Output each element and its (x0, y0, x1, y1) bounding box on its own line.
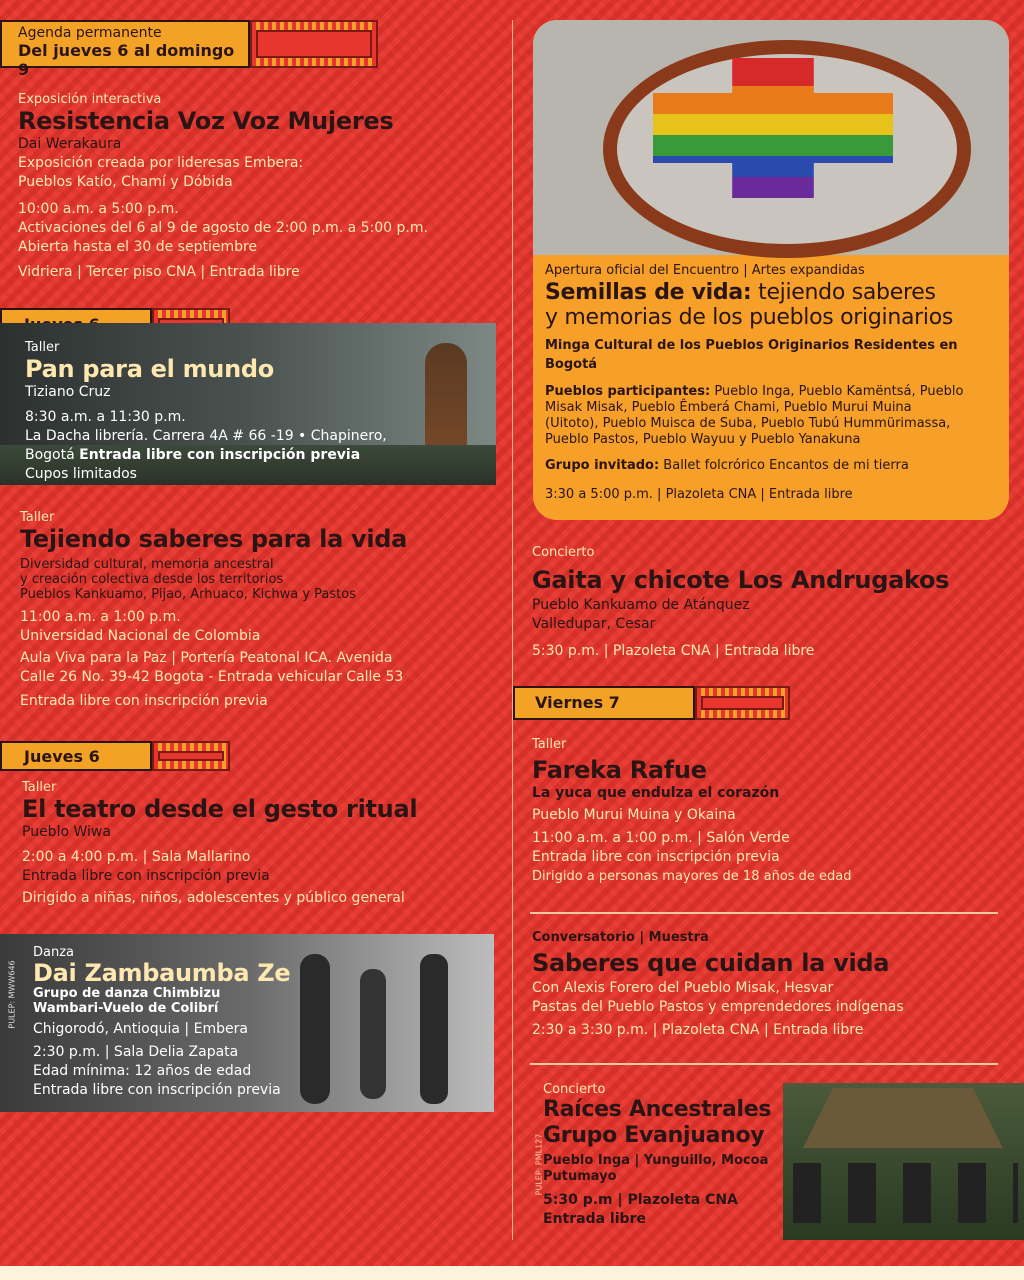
event-open: Abierta hasta el 30 de septiembre (18, 239, 258, 255)
event-participants (545, 384, 1005, 448)
event-description: Pueblo Murui Muina y Okaina (532, 807, 736, 823)
event-pulep: PULEP: MWW646 (7, 960, 17, 1029)
participants-text: Pueblo Inga, Pueblo Kamëntsá, Pueblo (710, 384, 964, 399)
column-divider (512, 20, 513, 1240)
event-time: 11:00 a.m. a 1:00 p.m. (20, 609, 181, 625)
event-time: 5:30 p.m | Plazoleta CNA (543, 1192, 738, 1208)
event-organizer: Minga Cultural de los Pueblos Originarios Residentes en Bogotá (545, 338, 958, 372)
event-semillas-photo (533, 20, 1009, 255)
event-fareka (532, 737, 1002, 886)
event-description: La yuca que endulza el corazón (532, 785, 780, 801)
event-note: Cupos limitados (25, 466, 137, 482)
divider (530, 1063, 998, 1065)
day-tag: Jueves 6 (0, 741, 152, 771)
event-tejiendo (20, 510, 500, 711)
event-place: Calle 26 No. 39-42 Bogota - Entrada vehicular Calle 53 (20, 669, 404, 685)
event-description: Diversidad cultural, memoria ancestral (20, 557, 274, 572)
event-raices (543, 1082, 803, 1229)
event-title: Tejiendo saberes para la vida (20, 525, 408, 553)
event-description: Pueblos Kankuamo, Pijao, Arhuaco, Kichwa y Pastos (20, 587, 356, 602)
event-description: Pueblos Katío, Chamí y Dóbida (18, 174, 233, 190)
event-title: Gaita y chicote Los Andrugakos (532, 566, 950, 594)
event-entry: Entrada libre con inscripción previa (79, 447, 361, 463)
divider (530, 912, 998, 914)
event-description: y creación colectiva desde los territorios (20, 572, 284, 587)
event-entry: Entrada libre con inscripción previa (20, 693, 268, 709)
photo-dancer (420, 954, 448, 1104)
event-entry: Entrada libre con inscripción previa (33, 1082, 281, 1098)
event-category: Taller (20, 510, 55, 525)
event-danza (33, 945, 333, 1100)
greca-ornament (152, 741, 230, 771)
event-description: Pastas del Pueblo Pastos y emprendedores indígenas (532, 999, 904, 1015)
event-resistencia (18, 92, 498, 282)
event-teatro (22, 780, 502, 908)
event-time: 11:00 a.m. a 1:00 p.m. | Salón Verde (532, 830, 790, 846)
event-description: Valledupar, Cesar (532, 616, 656, 632)
event-saberes (532, 930, 1002, 1040)
guest-text: Ballet folcrórico Encantos de mi tierra (659, 458, 909, 473)
event-title: Pan para el mundo (25, 355, 274, 383)
event-guest (545, 456, 1005, 475)
participants-text: (Uitoto), Pueblo Muisca de Suba, Pueblo Tubú Hummürimassa, (545, 416, 951, 431)
event-description: Wambari-Vuelo de Colibrí (33, 1001, 219, 1016)
event-pulep: PULEP: PML127 (534, 1133, 544, 1196)
event-title: Dai Zambaumba Ze (33, 959, 291, 987)
event-category: Taller (25, 340, 60, 355)
event-title: Fareka Rafue (532, 756, 707, 784)
event-title: Raíces Ancestrales (543, 1097, 772, 1122)
event-gaita (532, 545, 1002, 661)
event-pan (25, 340, 445, 484)
event-category: Taller (532, 737, 567, 752)
event-title-rest: tejiendo saberes (751, 280, 936, 305)
event-description: Exposición creada por lideresas Embera: (18, 155, 304, 171)
event-time: 3:30 a 5:00 p.m. | Plazoleta CNA | Entrada libre (545, 487, 853, 502)
photo-hut-roof (803, 1088, 1003, 1148)
guest-label: Grupo invitado: (545, 458, 660, 473)
greca-ornament (695, 686, 790, 720)
event-entry: Entrada libre con inscripción previa (22, 868, 270, 884)
event-raices-photo (783, 1083, 1024, 1240)
event-title-line2: y memorias de los pueblos originarios (545, 305, 954, 330)
day-tag: Viernes 7 (513, 686, 695, 720)
event-activations: Activaciones del 6 al 9 de agosto de 2:00 p.m. a 5:00 p.m. (18, 220, 428, 236)
event-audience: Dirigido a personas mayores de 18 años de edad (532, 869, 852, 884)
photo-dancer (360, 969, 386, 1099)
event-title (545, 280, 1005, 305)
event-description: Putumayo (543, 1169, 617, 1184)
event-category: Danza (33, 945, 75, 960)
event-title: El teatro desde el gesto ritual (22, 795, 418, 823)
event-time: 8:30 a.m. a 11:30 p.m. (25, 409, 186, 425)
event-subtitle: Tiziano Cruz (25, 384, 111, 400)
event-category: Conversatorio | Muestra (532, 930, 709, 945)
participants-text: Misak Misak, Pueblo Êmberá Chami, Pueblo Murui Muina (545, 400, 912, 415)
event-location: Chigorodó, Antioquia | Embera (33, 1021, 248, 1037)
header-tag (0, 20, 250, 79)
event-title: Saberes que cuidan la vida (532, 949, 890, 977)
participants-label: Pueblos participantes: (545, 384, 711, 399)
event-category: Apertura oficial del Encuentro | Artes expandidas (545, 263, 865, 278)
event-place: Universidad Nacional de Colombia (20, 628, 261, 644)
photo-musicians (793, 1163, 1018, 1223)
event-description: Grupo de danza Chimbizu (33, 986, 221, 1001)
event-description: Con Alexis Forero del Pueblo Misak, Hesvar (532, 980, 834, 996)
header-tag-bottom: Del jueves 6 al domingo 9 (18, 41, 235, 79)
event-title: Resistencia Voz Voz Mujeres (18, 107, 394, 135)
event-title: Grupo Evanjuanoy (543, 1123, 765, 1148)
event-entry: Entrada libre (543, 1211, 646, 1227)
event-title-bold: Semillas de vida: (545, 280, 752, 305)
event-category: Concierto (532, 545, 595, 560)
event-time: 10:00 a.m. a 5:00 p.m. (18, 201, 179, 217)
event-time: 2:00 a 4:00 p.m. | Sala Mallarino (22, 849, 251, 865)
participants-text: Pueblo Pastos, Pueblo Wayuu y Pueblo Yanakuna (545, 432, 861, 447)
event-category: Taller (22, 780, 57, 795)
footer-band (0, 1266, 1024, 1280)
event-category: Concierto (543, 1082, 606, 1097)
event-age: Edad mínima: 12 años de edad (33, 1063, 252, 1079)
event-time: 2:30 p.m. | Sala Delia Zapata (33, 1044, 239, 1060)
event-place-city: Bogotá (25, 447, 80, 463)
event-place: La Dacha librería. Carrera 4A # 66 -19 • Chapinero, (25, 428, 387, 444)
event-audience: Dirigido a niñas, niños, adolescentes y público general (22, 890, 405, 906)
event-subtitle: Pueblo Wiwa (22, 824, 111, 840)
event-place: Aula Viva para la Paz | Portería Peatonal ICA. Avenida (20, 650, 393, 666)
event-entry: Entrada libre con inscripción previa (532, 849, 780, 865)
event-place (25, 446, 445, 465)
event-time: 2:30 a 3:30 p.m. | Plazoleta CNA | Entrada libre (532, 1022, 864, 1038)
event-description: Pueblo Inga | Yunguillo, Mocoa (543, 1153, 769, 1168)
event-time: 5:30 p.m. | Plazoleta CNA | Entrada libre (532, 643, 815, 659)
header-tag-top: Agenda permanente (18, 25, 162, 41)
event-subtitle: Dai Werakaura (18, 136, 122, 152)
event-semillas-card (533, 20, 1009, 520)
event-place: Vidriera | Tercer piso CNA | Entrada libre (18, 264, 300, 280)
event-category: Exposición interactiva (18, 92, 162, 107)
event-description: Pueblo Kankuamo de Atánquez (532, 597, 750, 613)
greca-ornament (250, 20, 378, 68)
